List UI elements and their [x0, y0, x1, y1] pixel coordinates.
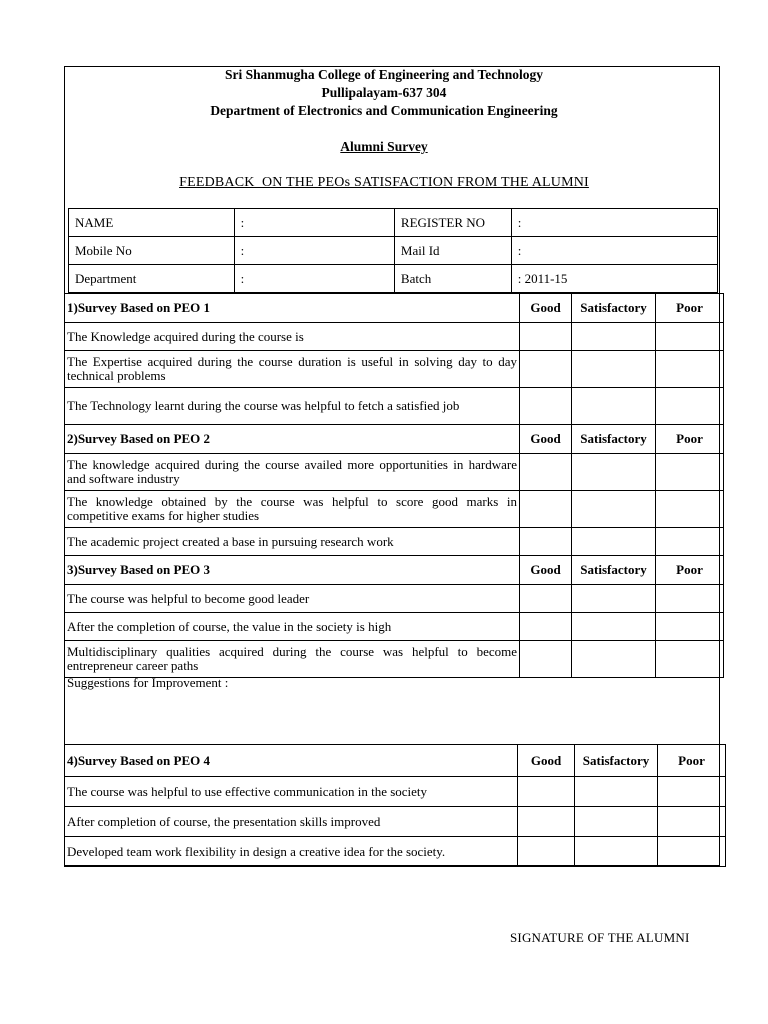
mail-id-label: Mail Id	[394, 237, 511, 265]
good-cell[interactable]	[518, 837, 575, 867]
good-header: Good	[520, 425, 572, 454]
register-no-field[interactable]: :	[511, 209, 717, 237]
peo3-title: 3)Survey Based on PEO 3	[65, 556, 520, 585]
poor-cell[interactable]	[658, 807, 726, 837]
peo3-header-row	[65, 556, 724, 585]
peo2-header-row	[65, 425, 724, 454]
signature-label: SIGNATURE OF THE ALUMNI	[510, 930, 690, 945]
good-cell[interactable]	[520, 323, 572, 351]
good-cell[interactable]	[518, 777, 575, 807]
question-text: After the completion of course, the value in the society is high	[65, 613, 520, 641]
poor-header: Poor	[656, 556, 724, 585]
question-text: After completion of course, the presentation skills improved	[65, 807, 518, 837]
satisfactory-cell[interactable]	[572, 528, 656, 556]
peo2-title: 2)Survey Based on PEO 2	[65, 425, 520, 454]
batch-label: Batch	[394, 265, 511, 293]
poor-cell[interactable]	[656, 585, 724, 613]
peo4-table	[64, 744, 726, 867]
question-text: The knowledge acquired during the course availed more opportunities in hardware and software industry	[65, 454, 520, 491]
info-row	[69, 265, 718, 293]
good-cell[interactable]	[520, 454, 572, 491]
mobile-no-field[interactable]: :	[234, 237, 394, 265]
table-row	[65, 491, 724, 528]
mail-id-field[interactable]: :	[511, 237, 717, 265]
good-cell[interactable]	[520, 388, 572, 425]
good-cell[interactable]	[520, 351, 572, 388]
table-row	[65, 807, 726, 837]
peo1-table	[64, 293, 724, 678]
college-name: Sri Shanmugha College of Engineering and Technology	[224, 67, 544, 82]
satisfactory-cell[interactable]	[572, 613, 656, 641]
name-label: NAME	[69, 209, 235, 237]
question-text: The Knowledge acquired during the course is	[65, 323, 520, 351]
table-row	[65, 585, 724, 613]
info-row	[69, 237, 718, 265]
department-field[interactable]: :	[234, 265, 394, 293]
survey-title: Alumni Survey	[340, 139, 428, 154]
batch-field[interactable]: : 2011-15	[511, 265, 717, 293]
poor-cell[interactable]	[656, 491, 724, 528]
satisfactory-header: Satisfactory	[575, 745, 658, 777]
peo1-header-row	[65, 294, 724, 323]
satisfactory-cell[interactable]	[572, 491, 656, 528]
satisfactory-cell[interactable]	[575, 837, 658, 867]
satisfactory-header: Satisfactory	[572, 556, 656, 585]
college-address: Pullipalayam-637 304	[321, 85, 447, 100]
mobile-no-label: Mobile No	[69, 237, 235, 265]
register-no-label: REGISTER NO	[394, 209, 511, 237]
table-row	[65, 528, 724, 556]
satisfactory-header: Satisfactory	[572, 294, 656, 323]
info-row	[69, 209, 718, 237]
satisfactory-cell[interactable]	[572, 388, 656, 425]
good-cell[interactable]	[520, 528, 572, 556]
poor-cell[interactable]	[656, 351, 724, 388]
peo4-header-row	[65, 745, 726, 777]
good-header: Good	[520, 556, 572, 585]
good-cell[interactable]	[518, 807, 575, 837]
suggestions-box[interactable]	[64, 672, 720, 744]
table-row	[65, 837, 726, 867]
peo4-title: 4)Survey Based on PEO 4	[65, 745, 518, 777]
department-title: Department of Electronics and Communication Engineering	[210, 103, 558, 118]
good-cell[interactable]	[520, 585, 572, 613]
satisfactory-cell[interactable]	[572, 323, 656, 351]
question-text: The academic project created a base in pursuing research work	[65, 528, 520, 556]
poor-cell[interactable]	[658, 777, 726, 807]
question-text: The knowledge obtained by the course was helpful to score good marks in competitive exams for higher studies	[65, 491, 520, 528]
poor-header: Poor	[658, 745, 726, 777]
table-row	[65, 323, 724, 351]
question-text: Developed team work flexibility in design a creative idea for the society.	[65, 837, 518, 867]
satisfactory-header: Satisfactory	[572, 425, 656, 454]
alumni-info-table	[68, 208, 718, 293]
poor-header: Poor	[656, 294, 724, 323]
name-field[interactable]: :	[234, 209, 394, 237]
poor-cell[interactable]	[656, 528, 724, 556]
poor-cell[interactable]	[656, 388, 724, 425]
peo1-title: 1)Survey Based on PEO 1	[65, 294, 520, 323]
question-text: The course was helpful to use effective communication in the society	[65, 777, 518, 807]
satisfactory-cell[interactable]	[575, 777, 658, 807]
department-label: Department	[69, 265, 235, 293]
poor-cell[interactable]	[656, 454, 724, 491]
poor-cell[interactable]	[658, 837, 726, 867]
table-row	[65, 351, 724, 388]
question-text: The Technology learnt during the course was helpful to fetch a satisfied job	[65, 388, 520, 425]
table-row	[65, 388, 724, 425]
poor-cell[interactable]	[656, 613, 724, 641]
good-cell[interactable]	[520, 613, 572, 641]
question-text: The Expertise acquired during the course duration is useful in solving day to day technical problems	[65, 351, 520, 388]
good-cell[interactable]	[520, 491, 572, 528]
question-text: The course was helpful to become good leader	[65, 585, 520, 613]
satisfactory-cell[interactable]	[572, 585, 656, 613]
table-row	[65, 454, 724, 491]
suggestions-label: Suggestions for Improvement :	[67, 675, 229, 690]
poor-header: Poor	[656, 425, 724, 454]
good-header: Good	[520, 294, 572, 323]
feedback-title: FEEDBACK ON THE PEOs SATISFACTION FROM THE ALUMNI	[179, 175, 589, 190]
table-row	[65, 613, 724, 641]
question-text: Multidisciplinary qualities acquired during the course was helpful to become entrepreneur career paths	[65, 641, 520, 678]
good-header: Good	[518, 745, 575, 777]
poor-cell[interactable]	[656, 323, 724, 351]
table-row	[65, 777, 726, 807]
satisfactory-cell[interactable]	[572, 351, 656, 388]
satisfactory-cell[interactable]	[575, 807, 658, 837]
satisfactory-cell[interactable]	[572, 454, 656, 491]
